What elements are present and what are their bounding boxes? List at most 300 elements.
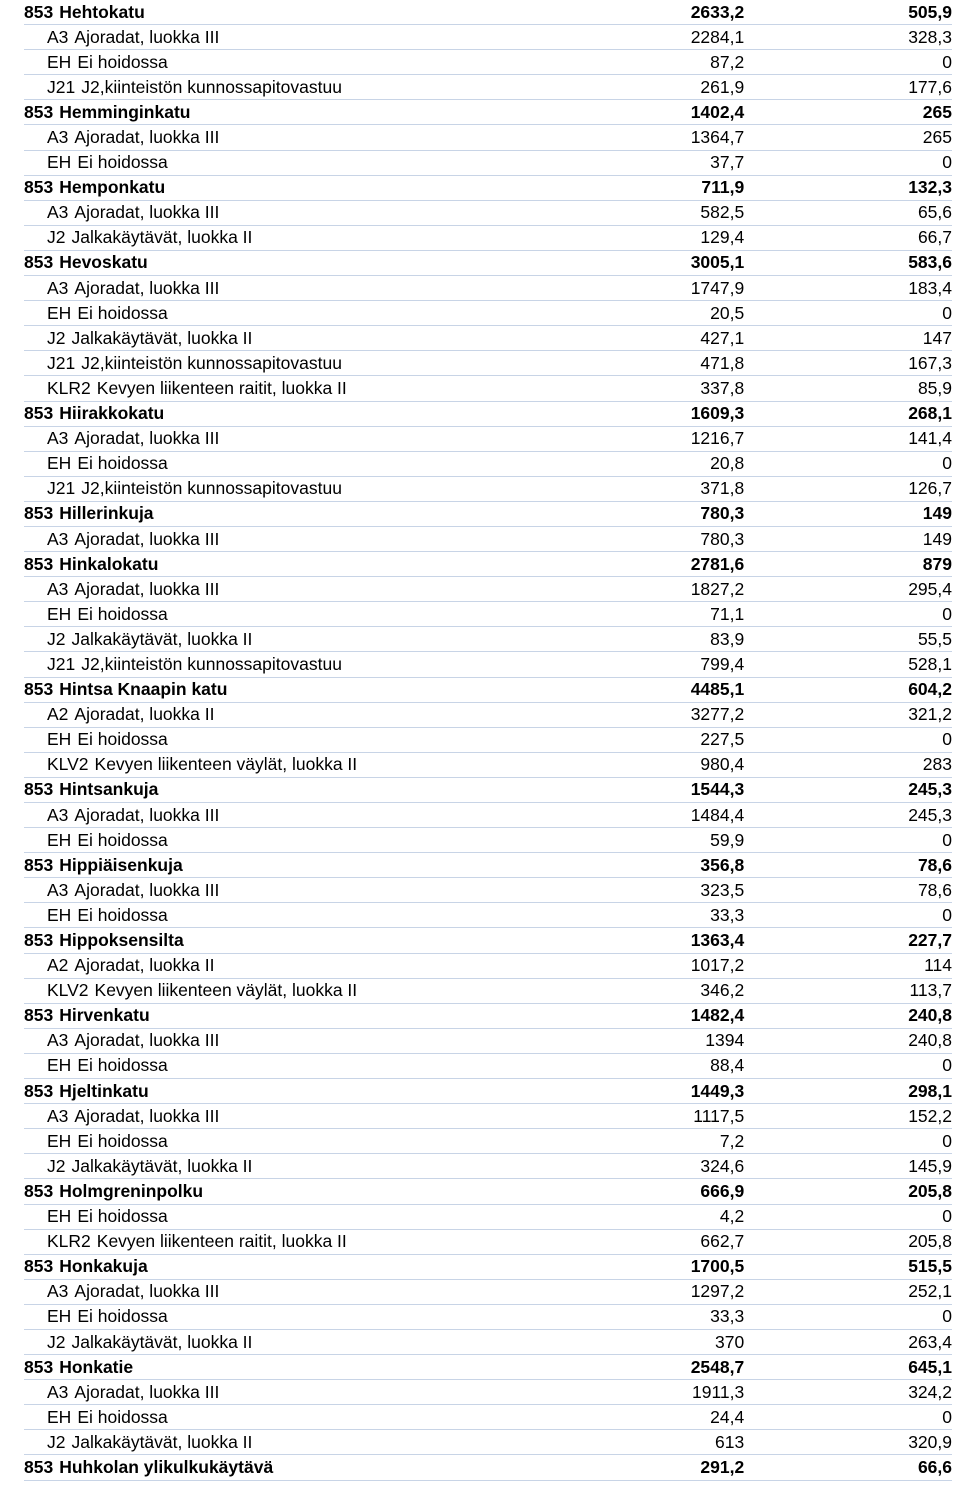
category-code: A3 [47,26,69,47]
category-row [24,1154,952,1179]
category-code: J2 [47,1431,66,1452]
row-label [24,1156,544,1177]
area-code: 853 [24,779,54,800]
row-label [24,1281,544,1302]
value-2: 145,9 [908,1155,952,1176]
row-label [24,579,544,600]
row-label [24,629,544,650]
category-name: Jalkakäytävät, luokka II [71,327,253,348]
category-name: Kevyen liikenteen raitit, luokka II [96,1231,347,1252]
street-name: Huhkolan ylikulkukäytävä [59,1456,274,1477]
category-row [24,1230,952,1255]
value-1: 1402,4 [690,101,745,122]
category-code: EH [47,1130,72,1151]
value-2: 141,4 [908,428,952,449]
value-2: 113,7 [909,980,952,1001]
street-name: Hemminginkatu [59,101,191,122]
row-label [24,905,544,926]
category-name: Jalkakäytävät, luokka II [71,1331,253,1352]
category-code: EH [47,729,72,750]
category-row [24,627,952,652]
category-row [24,1129,952,1154]
row-label [24,1106,544,1127]
area-code: 853 [24,403,54,424]
value-1: 33,3 [710,904,745,925]
category-row [24,452,952,477]
row-label [24,930,544,951]
row-label [24,1407,544,1428]
category-name: Ei hoidossa [77,152,168,173]
value-1: 88,4 [710,1055,745,1076]
category-code: A2 [47,704,69,725]
value-2: 65,6 [917,202,952,223]
category-row [24,803,952,828]
category-row [24,25,952,50]
value-2: 183,4 [908,277,952,298]
area-code: 853 [24,503,54,524]
value-2: 240,8 [908,1005,952,1026]
area-code: 853 [24,553,54,574]
value-2: 252,1 [908,1281,952,1302]
street-row [24,251,952,276]
value-2: 0 [942,1306,952,1327]
value-2: 147 [922,327,952,348]
category-row [24,527,952,552]
value-2: 604,2 [908,679,952,700]
row-label [24,529,544,550]
category-row [24,1405,952,1430]
value-1: 662,7 [700,1231,745,1252]
area-code: 853 [24,679,54,700]
category-code: A3 [47,127,69,148]
row-label [24,1131,544,1152]
row-label [24,328,544,349]
street-name: Honkakuja [59,1256,148,1277]
value-2: 0 [942,453,952,474]
category-name: Ei hoidossa [77,1406,168,1427]
row-label [24,729,544,750]
row-label [24,227,544,248]
row-label [24,1181,544,1202]
value-1: 666,9 [700,1180,745,1201]
row-label [24,1256,544,1277]
category-row [24,226,952,251]
row-label [24,303,544,324]
category-name: Ei hoidossa [77,904,168,925]
value-1: 1484,4 [690,804,745,825]
value-2: 263,4 [908,1331,952,1352]
value-1: 7,2 [719,1130,745,1151]
category-row [24,1054,952,1079]
value-2: 0 [942,1206,952,1227]
street-row [24,0,952,25]
category-row [24,1430,952,1455]
value-2: 268,1 [908,403,952,424]
row-label [24,453,544,474]
value-2: 240,8 [908,1030,952,1051]
row-label [24,77,544,98]
value-1: 1117,5 [693,1105,745,1126]
value-1: 427,1 [700,327,745,348]
value-2: 324,2 [908,1381,952,1402]
row-label [24,177,544,198]
street-name: Hiirakkokatu [59,403,165,424]
value-1: 291,2 [700,1456,745,1477]
value-1: 1216,7 [690,428,745,449]
value-2: 126,7 [908,478,952,499]
category-name: Jalkakäytävät, luokka II [71,1155,253,1176]
row-label [24,754,544,775]
category-code: EH [47,603,72,624]
value-2: 0 [942,1406,952,1427]
street-row [24,1255,952,1280]
category-row [24,878,952,903]
value-2: 66,7 [917,227,952,248]
row-label [24,554,544,575]
street-name: Hillerinkuja [59,503,154,524]
street-name: Hippiäisenkuja [59,854,183,875]
value-2: 78,6 [917,879,952,900]
category-code: EH [47,51,72,72]
category-code: EH [47,1206,72,1227]
value-1: 582,5 [700,202,745,223]
category-code: J21 [47,352,76,373]
row-label [24,1231,544,1252]
value-1: 261,9 [700,76,745,97]
row-label [24,1081,544,1102]
value-2: 515,5 [908,1256,952,1277]
value-2: 205,8 [908,1231,952,1252]
value-2: 298,1 [908,1080,952,1101]
value-1: 2781,6 [690,553,745,574]
value-2: 149 [922,503,952,524]
value-1: 33,3 [710,1306,745,1327]
category-code: J21 [47,653,76,674]
street-name: Honkatie [59,1356,134,1377]
value-2: 0 [942,152,952,173]
value-1: 323,5 [700,879,745,900]
category-row [24,1280,952,1305]
street-name: Hintsankuja [59,779,159,800]
street-name: Hevoskatu [59,252,148,273]
street-row [24,402,952,427]
value-2: 320,9 [908,1431,952,1452]
value-2: 0 [942,1130,952,1151]
value-1: 1017,2 [690,955,745,976]
category-code: A3 [47,428,69,449]
value-1: 1394 [705,1030,745,1051]
area-code: 853 [24,1005,54,1026]
category-code: A3 [47,1281,69,1302]
area-code: 853 [24,177,54,198]
row-label [24,704,544,725]
value-2: 149 [922,528,952,549]
street-row [24,1455,952,1480]
category-code: A3 [47,202,69,223]
row-label [24,1005,544,1026]
value-1: 337,8 [700,377,745,398]
value-1: 129,4 [700,227,745,248]
category-name: J2,kiinteistön kunnossapitovastuu [81,478,342,499]
area-code: 853 [24,252,54,273]
street-row [24,1004,952,1029]
category-name: Ajoradat, luokka II [74,704,215,725]
value-1: 980,4 [700,754,745,775]
category-name: Ajoradat, luokka III [74,528,220,549]
category-name: Ei hoidossa [77,1306,168,1327]
street-name: Hjeltinkatu [59,1080,149,1101]
category-row [24,728,952,753]
category-code: EH [47,904,72,925]
value-2: 245,3 [908,804,952,825]
value-1: 1449,3 [690,1080,745,1101]
category-name: Ajoradat, luokka III [74,1281,220,1302]
category-code: KLV2 [47,980,89,1001]
category-code: EH [47,829,72,850]
row-label [24,1306,544,1327]
category-name: Ajoradat, luokka III [74,1030,220,1051]
value-1: 2284,1 [690,26,745,47]
value-2: 167,3 [908,352,952,373]
category-row [24,1104,952,1129]
row-label [24,604,544,625]
area-code: 853 [24,854,54,875]
category-code: J21 [47,76,76,97]
category-name: Kevyen liikenteen väylät, luokka II [94,980,358,1001]
category-row [24,1380,952,1405]
row-label [24,127,544,148]
value-2: 132,3 [908,177,952,198]
street-row [24,1079,952,1104]
value-1: 780,3 [700,503,745,524]
value-2: 265 [922,101,952,122]
value-1: 24,4 [710,1406,745,1427]
value-2: 645,1 [908,1356,952,1377]
value-1: 20,5 [710,302,745,323]
category-name: Ajoradat, luokka III [74,127,220,148]
value-2: 152,2 [908,1105,952,1126]
value-1: 1747,9 [690,277,745,298]
category-row [24,427,952,452]
value-1: 227,5 [700,729,745,750]
value-2: 85,9 [917,377,952,398]
category-code: J2 [47,227,66,248]
value-2: 265 [922,127,952,148]
street-row [24,778,952,803]
category-name: Ei hoidossa [77,1206,168,1227]
category-name: Ajoradat, luokka III [74,428,220,449]
value-2: 879 [922,553,952,574]
value-2: 227,7 [908,930,952,951]
row-label [24,353,544,374]
row-label [24,1055,544,1076]
value-2: 0 [942,1055,952,1076]
row-label [24,2,544,23]
category-code: KLR2 [47,1231,91,1252]
value-1: 4485,1 [690,679,745,700]
category-name: Ei hoidossa [77,1055,168,1076]
area-code: 853 [24,930,54,951]
row-label [24,1332,544,1353]
category-code: J2 [47,1331,66,1352]
street-name: Hirvenkatu [59,1005,150,1026]
category-name: Ei hoidossa [77,51,168,72]
category-code: A3 [47,1105,69,1126]
value-2: 0 [942,904,952,925]
value-2: 283 [922,754,952,775]
category-row [24,1205,952,1230]
value-2: 78,6 [917,854,952,875]
value-1: 1482,4 [690,1005,745,1026]
value-1: 2548,7 [690,1356,745,1377]
row-label [24,805,544,826]
category-name: Jalkakäytävät, luokka II [71,1431,253,1452]
row-label [24,1030,544,1051]
category-name: Jalkakäytävät, luokka II [71,227,253,248]
category-code: A3 [47,1030,69,1051]
value-2: 321,2 [908,704,952,725]
value-2: 0 [942,51,952,72]
value-2: 245,3 [908,779,952,800]
category-row [24,979,952,1004]
category-row [24,828,952,853]
row-label [24,880,544,901]
value-1: 3277,2 [690,704,745,725]
value-2: 55,5 [917,628,952,649]
row-label [24,52,544,73]
area-code: 853 [24,1180,54,1201]
street-name: Holmgreninpolku [59,1180,204,1201]
category-row [24,301,952,326]
value-1: 1363,4 [690,930,745,951]
category-name: Ajoradat, luokka III [74,1381,220,1402]
category-row [24,376,952,401]
value-1: 1364,7 [690,127,745,148]
category-code: EH [47,453,72,474]
category-name: Ei hoidossa [77,302,168,323]
value-2: 583,6 [908,252,952,273]
category-name: Ajoradat, luokka III [74,202,220,223]
value-2: 177,6 [908,76,952,97]
category-name: J2,kiinteistön kunnossapitovastuu [81,76,342,97]
row-label [24,27,544,48]
category-name: Jalkakäytävät, luokka II [71,628,253,649]
street-name: Hippoksensilta [59,930,184,951]
street-row [24,678,952,703]
value-2: 0 [942,729,952,750]
row-label [24,1382,544,1403]
category-row [24,477,952,502]
category-code: J2 [47,628,66,649]
street-name: Hintsa Knaapin katu [59,679,228,700]
value-1: 356,8 [700,854,745,875]
value-1: 471,8 [700,352,745,373]
value-1: 370 [715,1331,745,1352]
category-row [24,201,952,226]
value-2: 295,4 [908,578,952,599]
category-name: Ajoradat, luokka III [74,277,220,298]
category-name: Kevyen liikenteen raitit, luokka II [96,377,347,398]
street-row [24,502,952,527]
value-1: 711,9 [701,177,745,198]
category-name: Ajoradat, luokka II [74,955,215,976]
category-row [24,151,952,176]
value-1: 346,2 [700,980,745,1001]
category-row [24,351,952,376]
category-name: Ei hoidossa [77,829,168,850]
category-name: Ei hoidossa [77,729,168,750]
row-label [24,152,544,173]
category-code: A2 [47,955,69,976]
street-row [24,928,952,953]
value-1: 83,9 [710,628,745,649]
value-2: 328,3 [908,26,952,47]
category-row [24,75,952,100]
category-row [24,652,952,677]
row-label [24,378,544,399]
street-row [24,853,952,878]
row-label [24,102,544,123]
category-row [24,954,952,979]
row-label [24,478,544,499]
category-row [24,50,952,75]
value-1: 4,2 [719,1206,745,1227]
value-1: 613 [715,1431,745,1452]
category-row [24,577,952,602]
row-label [24,779,544,800]
area-code: 853 [24,1080,54,1101]
category-code: A3 [47,528,69,549]
category-row [24,703,952,728]
row-label [24,1206,544,1227]
street-row [24,100,952,125]
row-label [24,428,544,449]
value-1: 1827,2 [690,578,745,599]
category-code: J2 [47,1155,66,1176]
value-1: 37,7 [710,152,745,173]
row-label [24,202,544,223]
value-2: 528,1 [908,653,952,674]
category-row [24,326,952,351]
area-code: 853 [24,1256,54,1277]
category-name: Ajoradat, luokka III [74,879,220,900]
value-1: 87,2 [710,51,745,72]
area-code: 853 [24,1356,54,1377]
street-row [24,1355,952,1380]
value-1: 59,9 [710,829,745,850]
value-1: 20,8 [710,453,745,474]
street-name: Hinkalokatu [59,553,159,574]
category-code: A3 [47,879,69,900]
street-row [24,552,952,577]
category-code: EH [47,1055,72,1076]
category-code: J21 [47,478,76,499]
value-1: 3005,1 [690,252,745,273]
category-code: A3 [47,277,69,298]
row-label [24,1457,544,1478]
row-label [24,403,544,424]
value-1: 1609,3 [690,403,745,424]
value-1: 1297,2 [690,1281,745,1302]
area-code: 853 [24,101,54,122]
row-label [24,252,544,273]
value-1: 71,1 [710,603,745,624]
category-name: J2,kiinteistön kunnossapitovastuu [81,352,342,373]
value-1: 2633,2 [690,1,745,22]
row-label [24,503,544,524]
category-code: A3 [47,578,69,599]
area-code: 853 [24,1456,54,1477]
